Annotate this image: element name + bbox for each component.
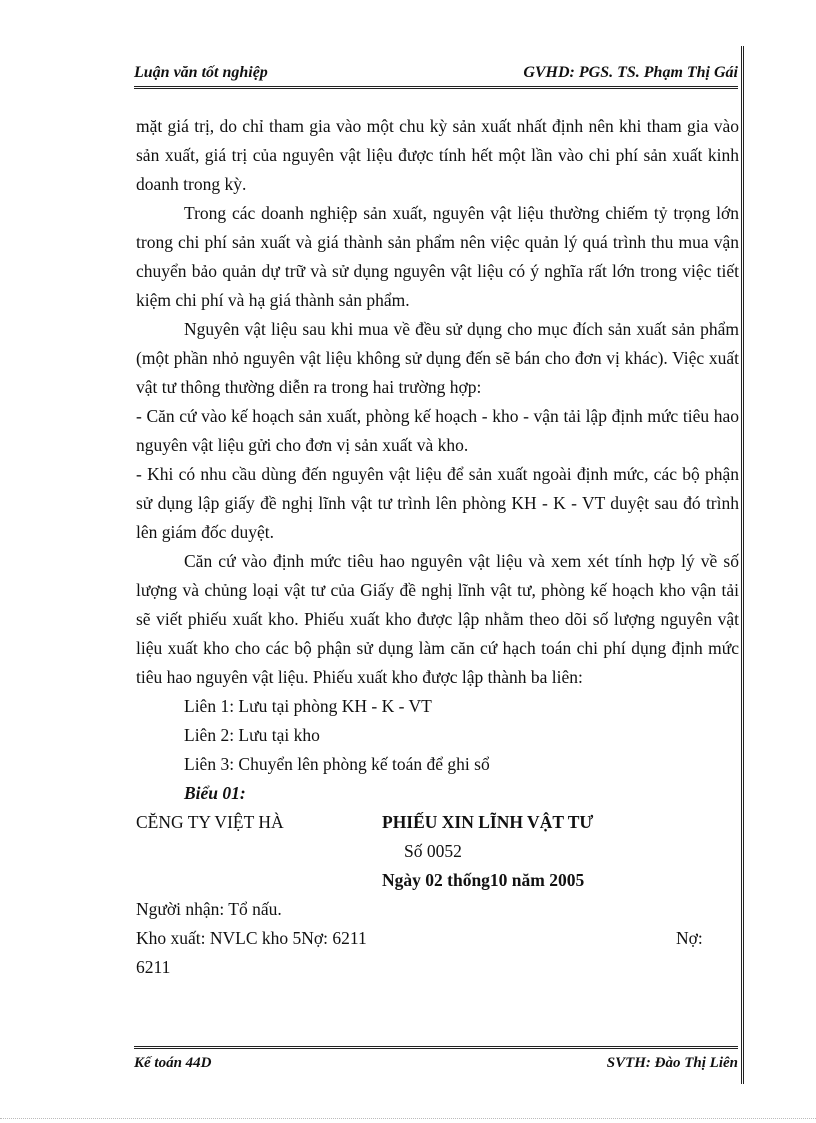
form-title: PHIẾU XIN LĨNH VẬT TƯ xyxy=(382,812,594,832)
form-receiver-row xyxy=(136,895,739,924)
debit-value: 6211 xyxy=(136,957,171,977)
form-date-row xyxy=(136,866,739,895)
lien-item: Liên 3: Chuyển lên phòng kế toán để ghi sổ xyxy=(184,754,490,774)
company-name: CĔNG TY VIỆT HÀ xyxy=(136,812,284,832)
header-advisor: GVHD: PGS. TS. Phạm Thị Gái xyxy=(523,64,738,81)
page-header xyxy=(134,56,738,89)
footer-class-label: Kế toán 44D xyxy=(134,1055,212,1071)
bullet-case-1: - Căn cứ vào kế hoạch sản xuất, phòng kế hoạch - kho - vận tải lập định mức tiêu hao nguyên vật liệu gửi cho đơn vị sản xuất và kho. xyxy=(136,406,739,455)
paragraph-3: Nguyên vật liệu sau khi mua về đều sử dụng cho mục đích sản xuất sản phẩm (một phần nhỏ nguyên vật liệu không sử dụng đến sẽ bán cho đơn vị khác). Việc xuất vật tư thông thường diễn ra trong hai trường hợp: xyxy=(136,319,739,397)
paragraph-1: mặt giá trị, do chỉ tham gia vào một chu kỳ sản xuất nhất định nên khi tham gia vào sản xuất, giá trị của nguyên vật liệu được tính hết một lần vào chi phí sản xuất kinh doanh trong kỳ. xyxy=(136,116,739,194)
document-body xyxy=(136,112,739,982)
form-caption: Biểu 01: xyxy=(184,783,246,803)
header-thesis-label: Luận văn tốt nghiệp xyxy=(134,64,268,81)
lien-item: Liên 2: Lưu tại kho xyxy=(184,725,320,745)
form-number: Số 0052 xyxy=(404,841,462,861)
warehouse-field: Kho xuất: NVLC kho 5Nợ: 6211 xyxy=(136,928,367,948)
receiver-field: Người nhận: Tổ nấu. xyxy=(136,899,282,919)
paragraph-2: Trong các doanh nghiệp sản xuất, nguyên vật liệu thường chiếm tỷ trọng lớn trong chi phí sản xuất và giá thành sản phẩm nên việc quản lý quá trình thu mua vận chuyển bảo quản dự trữ và sử dụng nguyên vật liệu có ý nghĩa rất lớn trong việc tiết kiệm chi phí và hạ giá thành sản phẩm. xyxy=(136,203,739,310)
footer-student: SVTH: Đào Thị Liên xyxy=(606,1055,738,1071)
paragraph-4: Căn cứ vào định mức tiêu hao nguyên vật liệu và xem xét tính hợp lý về số lượng và chủng loại vật tư của Giấy đề nghị lĩnh vật tư, phòng kế hoạch kho vận tải sẽ viết phiếu xuất kho. Phiếu xuất kho được lập nhằm theo dõi số lượng nguyên vật liệu xuất kho cho các bộ phận sử dụng làm căn cứ hạch toán chi phí dụng định mức tiêu hao nguyên vật liệu. Phiếu xuất kho được lập thành ba liên: xyxy=(136,551,739,687)
page-footer xyxy=(134,1046,738,1081)
form-kho-row xyxy=(136,924,739,953)
bullet-case-2: - Khi có nhu cầu dùng đến nguyên vật liệu để sản xuất ngoài định mức, các bộ phận sử dụng lập giấy đề nghị lĩnh vật tư trình lên phòng KH - K - VT duyệt sau đó trình lên giám đốc duyệt. xyxy=(136,464,739,542)
form-date: Ngày 02 thống10 năm 2005 xyxy=(382,870,585,890)
page-bottom-dotted-divider xyxy=(0,1118,816,1119)
form-heading-row xyxy=(136,808,739,837)
form-number-row xyxy=(136,837,739,866)
debit-label: Nợ: xyxy=(676,928,703,948)
form-debit-row xyxy=(136,953,739,982)
lien-item: Liên 1: Lưu tại phòng KH - K - VT xyxy=(184,696,432,716)
